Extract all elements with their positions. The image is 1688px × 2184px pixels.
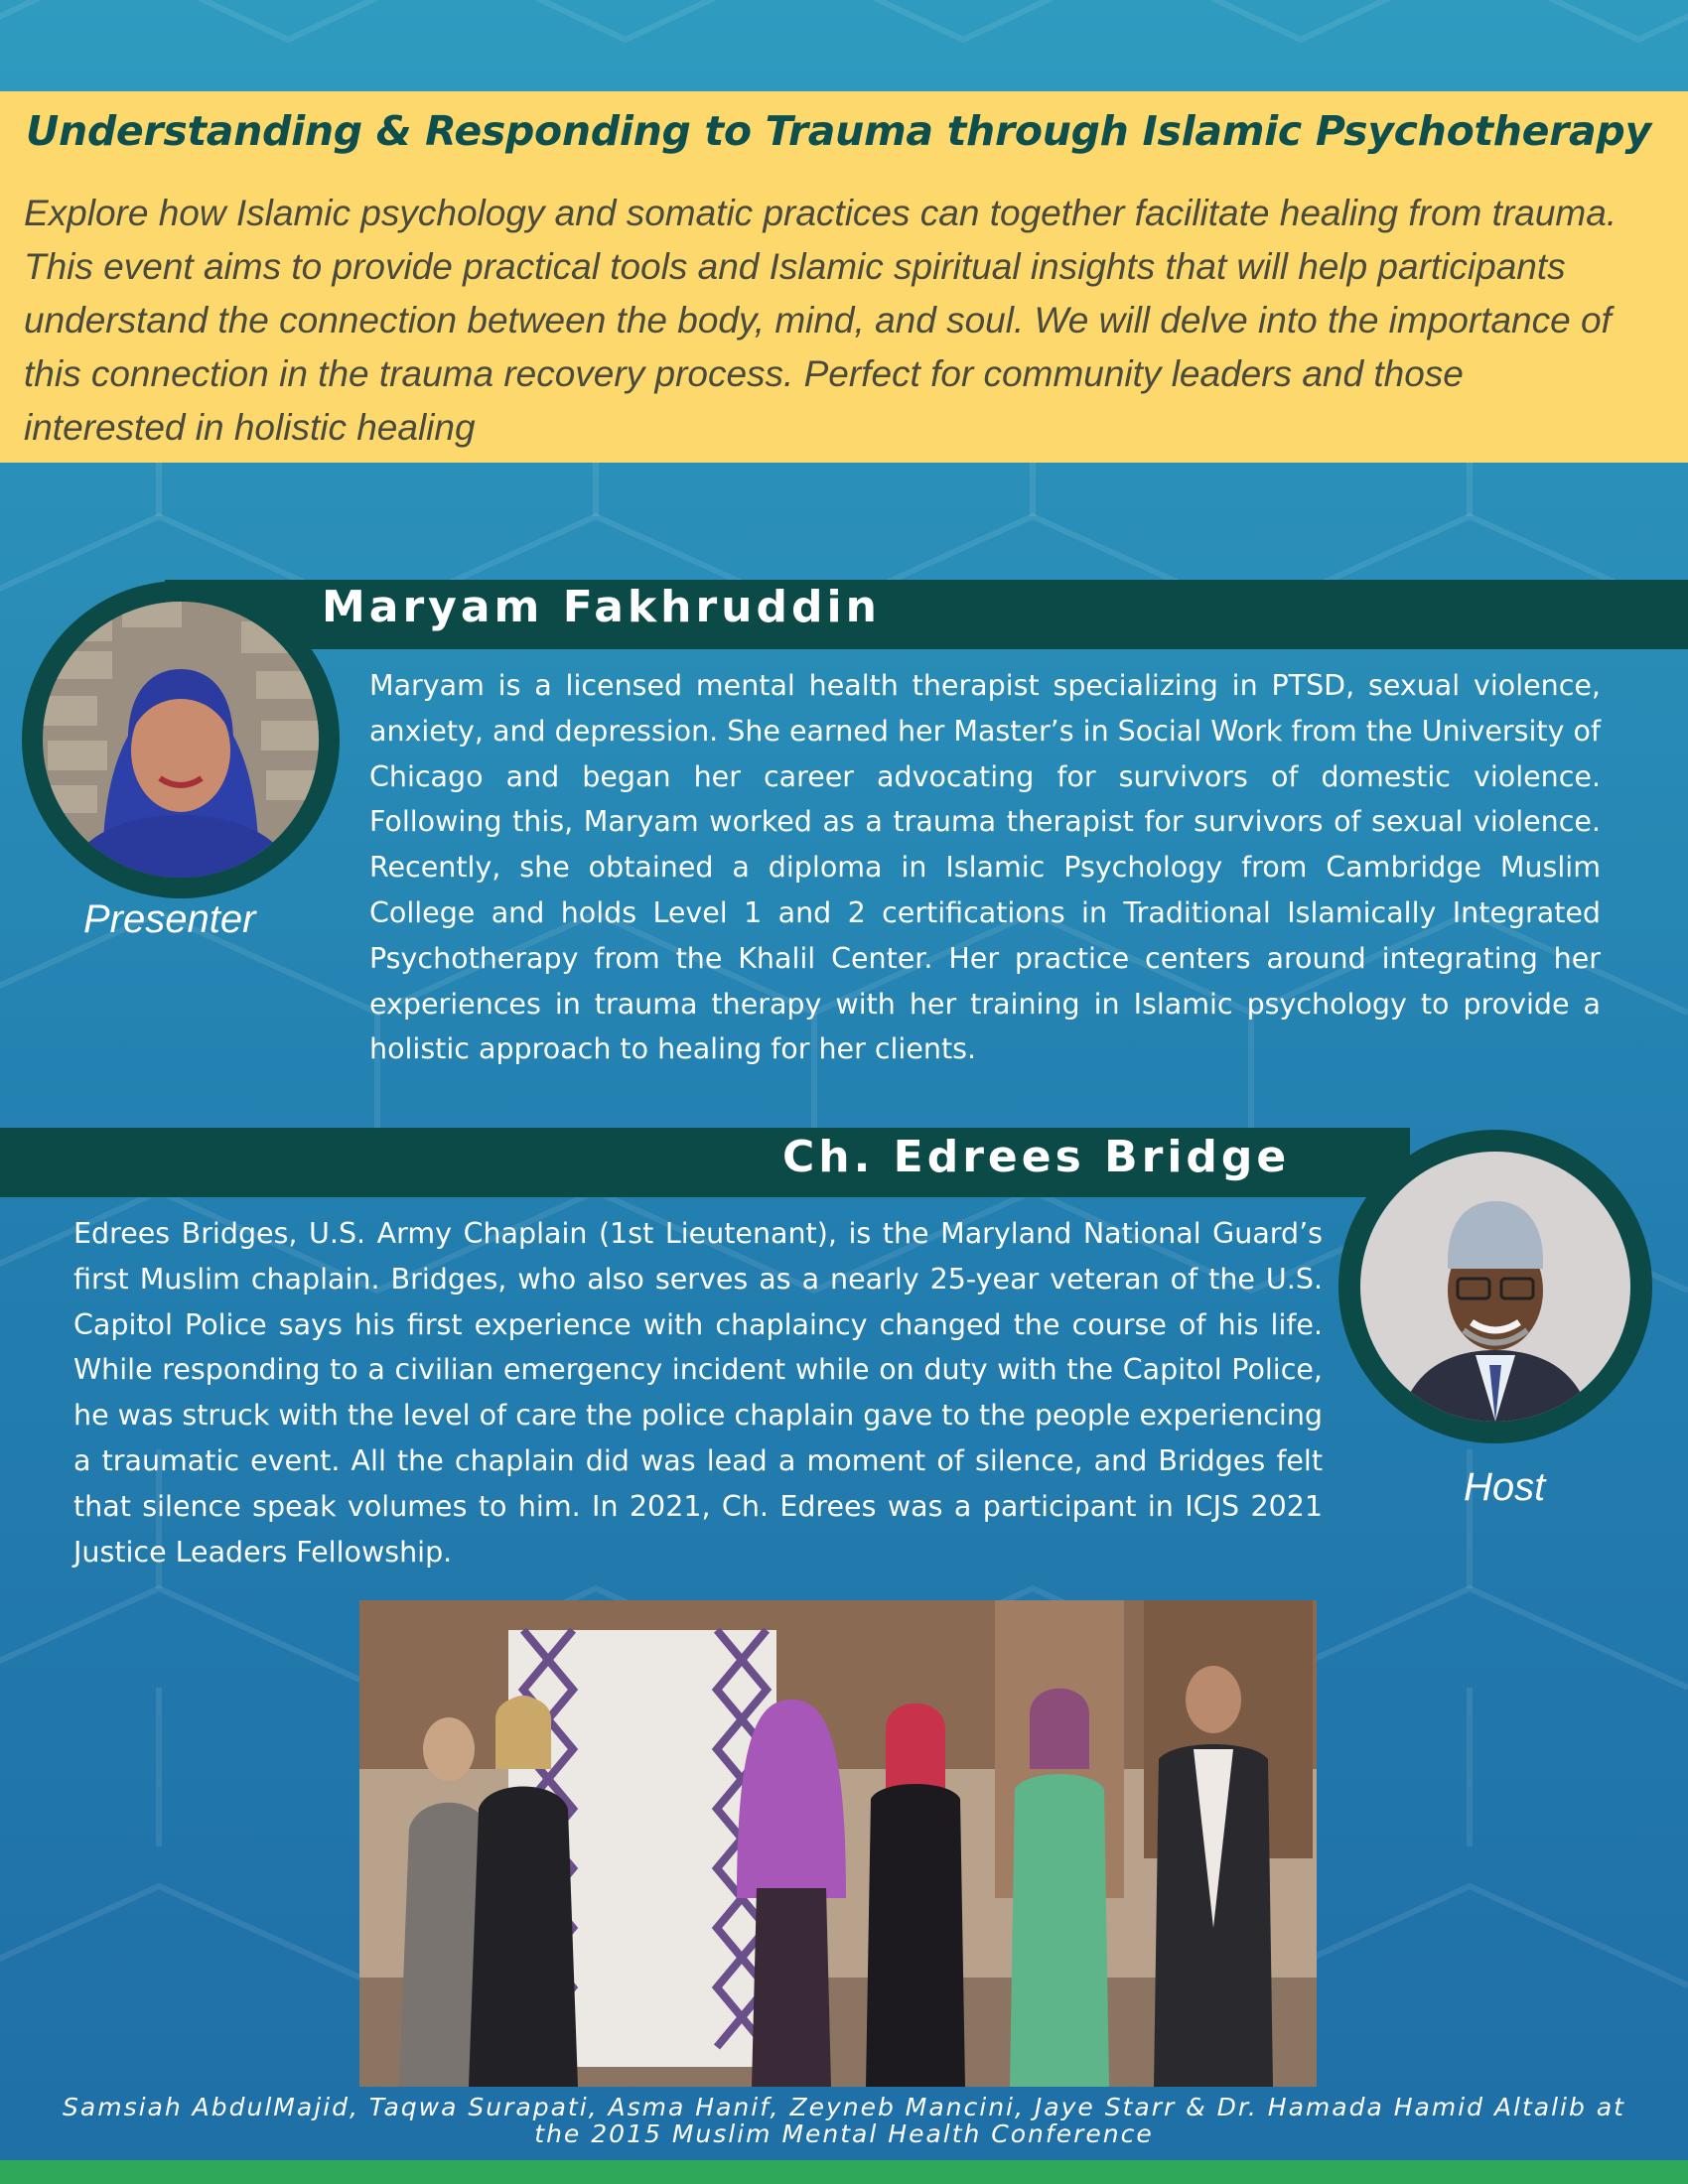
- presenter-photo-icon: [43, 602, 319, 878]
- event-title: Understanding & Responding to Trauma through Islamic Psychotherapy: [26, 107, 1651, 155]
- presenter-bio: Maryam is a licensed mental health therapist specializing in PTSD, sexual violence, anxiety, and depression. She earned her Master’s in Social Work from the University of Chicago and began her career advocating for survivors of domestic violence. Following this, Maryam worked as a trauma therapist for survivors of sexual violence. Recently, she obtained a diploma in Islamic Psychology from Cambridge Muslim College and holds Level 1 and 2 certifications in Traditional Islamically Integrated Psychotherapy from the Khalil Center. Her practice centers around integrating her experiences in trauma therapy with her training in Islamic psychology to provide a holistic approach to healing for her clients.: [369, 669, 1601, 1066]
- host-role-label: Host: [1464, 1465, 1546, 1509]
- presenter-name: Maryam Fakhruddin: [322, 582, 881, 632]
- photo-caption-line-1: Samsiah AbdulMajid, Taqwa Surapati, Asma Hanif, Zeyneb Mancini, Jaye Starr & Dr. Hamada Hamid Altalib at: [63, 2093, 1625, 2121]
- group-photo: [359, 1600, 1317, 2087]
- host-name: Ch. Edrees Bridge: [782, 1132, 1291, 1182]
- host-portrait: [1360, 1152, 1630, 1422]
- event-description: Explore how Islamic psychology and somatic practices can together facilitate healing from trauma. This event aims to provide practical tools and Islamic spiritual insights that will help participants understand the connection between the body, mind, and soul. We will delve into the importance of this connection in the trauma recovery process. Perfect for community leaders and those interested in holistic healing: [24, 193, 1618, 448]
- host-photo-icon: [1360, 1152, 1630, 1422]
- photo-caption-line-2: the 2015 Muslim Mental Health Conference: [534, 2119, 1154, 2148]
- photo-caption: [30, 2094, 1658, 2147]
- presenter-role-label: Presenter: [83, 897, 256, 941]
- host-bio: Edrees Bridges, U.S. Army Chaplain (1st Lieutenant), is the Maryland National Guard’s first Muslim chaplain. Bridges, who also serves as a nearly 25-year veteran of the U.S. Capitol Police says his first experience with chaplaincy changed the course of his life. While responding to a civilian emergency incident while on duty with the Capitol Police, he was struck with the level of care the police chaplain gave to the people experiencing a traumatic event. All the chaplain did was lead a moment of silence, and Bridges felt that silence speak volumes to him. In 2021, Ch. Edrees was a participant in ICJS 2021 Justice Leaders Fellowship.: [73, 1217, 1323, 1569]
- presenter-portrait: [43, 602, 319, 878]
- conference-group-photo-icon: [359, 1600, 1317, 2087]
- bottom-strip: [0, 2160, 1688, 2184]
